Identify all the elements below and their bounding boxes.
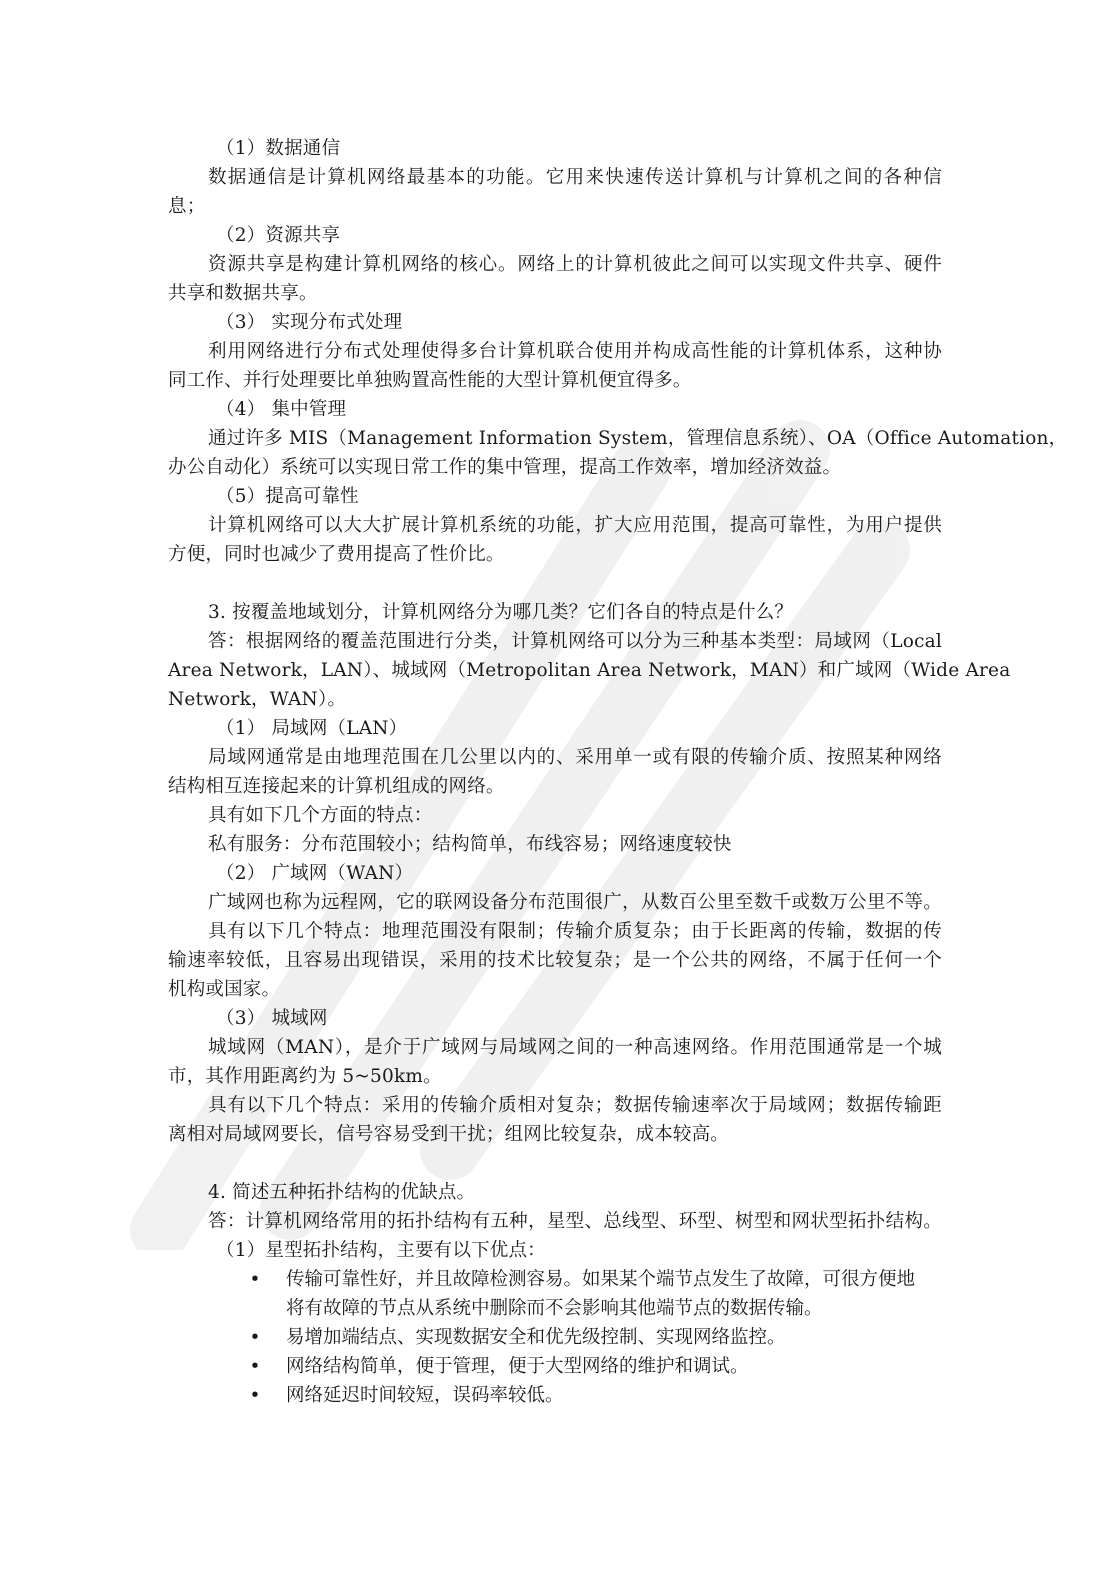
bullet-icon: • — [249, 1269, 261, 1290]
heading-lan: （1） 局域网（LAN） — [216, 718, 408, 739]
list-item-text: 传输可靠性好，并且故障检测容易。如果某个端节点发生了故障，可很方便地 — [286, 1269, 916, 1290]
heading-man: （3） 城域网 — [216, 1008, 328, 1029]
paragraph-line: 私有服务：分布范围较小；结构简单，布线容易；网络速度较快 — [208, 834, 732, 855]
paragraph-line: 计算机网络可以大大扩展计算机系统的功能，扩大应用范围，提高可靠性，为用户提供 — [208, 515, 942, 536]
list-item — [168, 1352, 942, 1381]
bullet-list — [168, 1265, 942, 1410]
paragraph-line: 城域网（MAN），是介于广域网与局域网之间的一种高速网络。作用范围通常是一个城 — [208, 1037, 942, 1058]
paragraph-line: 方便，同时也减少了费用提高了性价比。 — [168, 544, 505, 565]
heading-centralized-management: （4） 集中管理 — [216, 399, 347, 420]
paragraph-line: 通过许多 MIS（Management Information System，管理信息系统）、OA（Office Automation， — [208, 428, 1068, 449]
question-3: 3. 按覆盖地域划分，计算机网络分为哪几类？它们各自的特点是什么？ — [208, 602, 794, 623]
paragraph-line: 广域网也称为远程网，它的联网设备分布范围很广，从数百公里至数千或数万公里不等。 — [208, 892, 942, 913]
bullet-icon: • — [249, 1327, 261, 1348]
paragraph-line: 局域网通常是由地理范围在几公里以内的、采用单一或有限的传输介质、按照某种网络 — [208, 747, 942, 768]
paragraph-line: 数据通信是计算机网络最基本的功能。它用来快速传送计算机与计算机之间的各种信 — [208, 167, 942, 188]
paragraph-line: 利用网络进行分布式处理使得多台计算机联合使用并构成高性能的计算机体系，这种协 — [208, 341, 942, 362]
paragraph-line: 具有如下几个方面的特点： — [208, 805, 433, 826]
paragraph-line: 具有以下几个特点：采用的传输介质相对复杂；数据传输速率次于局域网；数据传输距 — [208, 1095, 942, 1116]
heading-star-topology: （1）星型拓扑结构，主要有以下优点： — [216, 1240, 546, 1261]
list-item-text: 网络延迟时间较短，误码率较低。 — [286, 1385, 564, 1406]
document-body — [168, 134, 1068, 1410]
heading-data-communication: （1）数据通信 — [216, 138, 341, 159]
answer-line: Area Network，LAN）、城域网（Metropolitan Area Network，MAN）和广域网（Wide Area — [168, 660, 1011, 681]
paragraph-line: 结构相互连接起来的计算机组成的网络。 — [168, 776, 505, 797]
spacer — [168, 569, 942, 598]
list-item-text: 将有故障的节点从系统中删除而不会影响其他端节点的数据传输。 — [286, 1298, 823, 1319]
heading-resource-sharing: （2）资源共享 — [216, 225, 341, 246]
paragraph-line: 输速率较低，且容易出现错误，采用的技术比较复杂；是一个公共的网络，不属于任何一个 — [168, 950, 942, 971]
paragraph-line: 息； — [168, 196, 206, 217]
heading-distributed-processing: （3） 实现分布式处理 — [216, 312, 403, 333]
bullet-icon: • — [249, 1356, 261, 1377]
list-item — [168, 1381, 942, 1410]
answer-line: 答：根据网络的覆盖范围进行分类，计算机网络可以分为三种基本类型：局域网（Local — [208, 631, 942, 652]
question-4: 4. 简述五种拓扑结构的优缺点。 — [208, 1182, 476, 1203]
paragraph-line: 机构或国家。 — [168, 979, 281, 1000]
paragraph-line: 同工作、并行处理要比单独购置高性能的大型计算机便宜得多。 — [168, 370, 692, 391]
paragraph-line: 市，其作用距离约为 5~50km。 — [168, 1066, 442, 1087]
paragraph-line: 共享和数据共享。 — [168, 283, 318, 304]
list-item — [168, 1323, 942, 1352]
list-item-text: 网络结构简单，便于管理，便于大型网络的维护和调试。 — [286, 1356, 749, 1377]
heading-wan: （2） 广域网（WAN） — [216, 863, 414, 884]
paragraph-line: 具有以下几个特点：地理范围没有限制；传输介质复杂；由于长距离的传输，数据的传 — [208, 921, 942, 942]
answer-line: 答：计算机网络常用的拓扑结构有五种，星型、总线型、环型、树型和网状型拓扑结构。 — [208, 1211, 942, 1232]
list-item-text: 易增加端结点、实现数据安全和优先级控制、实现网络监控。 — [286, 1327, 786, 1348]
paragraph-line: 资源共享是构建计算机网络的核心。网络上的计算机彼此之间可以实现文件共享、硬件 — [208, 254, 942, 275]
spacer — [168, 1149, 942, 1178]
bullet-icon: • — [249, 1385, 261, 1406]
answer-line: Network，WAN）。 — [168, 689, 347, 710]
paragraph-line: 离相对局域网要长，信号容易受到干扰；组网比较复杂，成本较高。 — [168, 1124, 730, 1145]
paragraph-line: 办公自动化）系统可以实现日常工作的集中管理，提高工作效率，增加经济效益。 — [168, 457, 842, 478]
list-item — [168, 1265, 942, 1323]
heading-reliability: （5）提高可靠性 — [216, 486, 359, 507]
